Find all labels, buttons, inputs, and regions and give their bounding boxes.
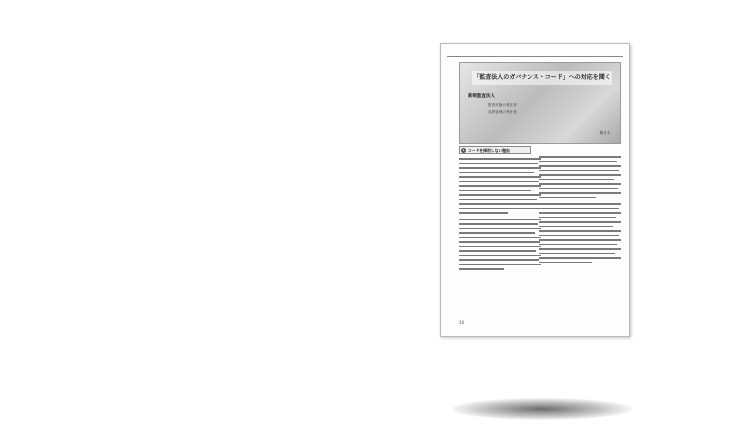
body-column-left <box>459 158 541 273</box>
article-title: 「監査法人のガバナンス・コード」への対応を聞く <box>472 71 612 85</box>
running-header <box>447 48 623 57</box>
guest-line-2: 品質管理の責任者： <box>488 110 521 114</box>
title-banner <box>459 62 621 144</box>
guest-line-1: 監査実施の責任者： <box>488 103 521 107</box>
section-heading <box>459 146 531 154</box>
section-heading-text: コードを採用しない理由 <box>468 148 510 153</box>
body-column-right <box>539 156 621 266</box>
page-number: 10 <box>459 320 465 325</box>
page-shadow <box>452 398 632 420</box>
section-number: 1 <box>462 148 465 152</box>
article-topic: 新制監査法人 <box>468 94 495 99</box>
magazine-page <box>440 43 630 337</box>
moderator-line: 聞き手： <box>599 131 614 135</box>
